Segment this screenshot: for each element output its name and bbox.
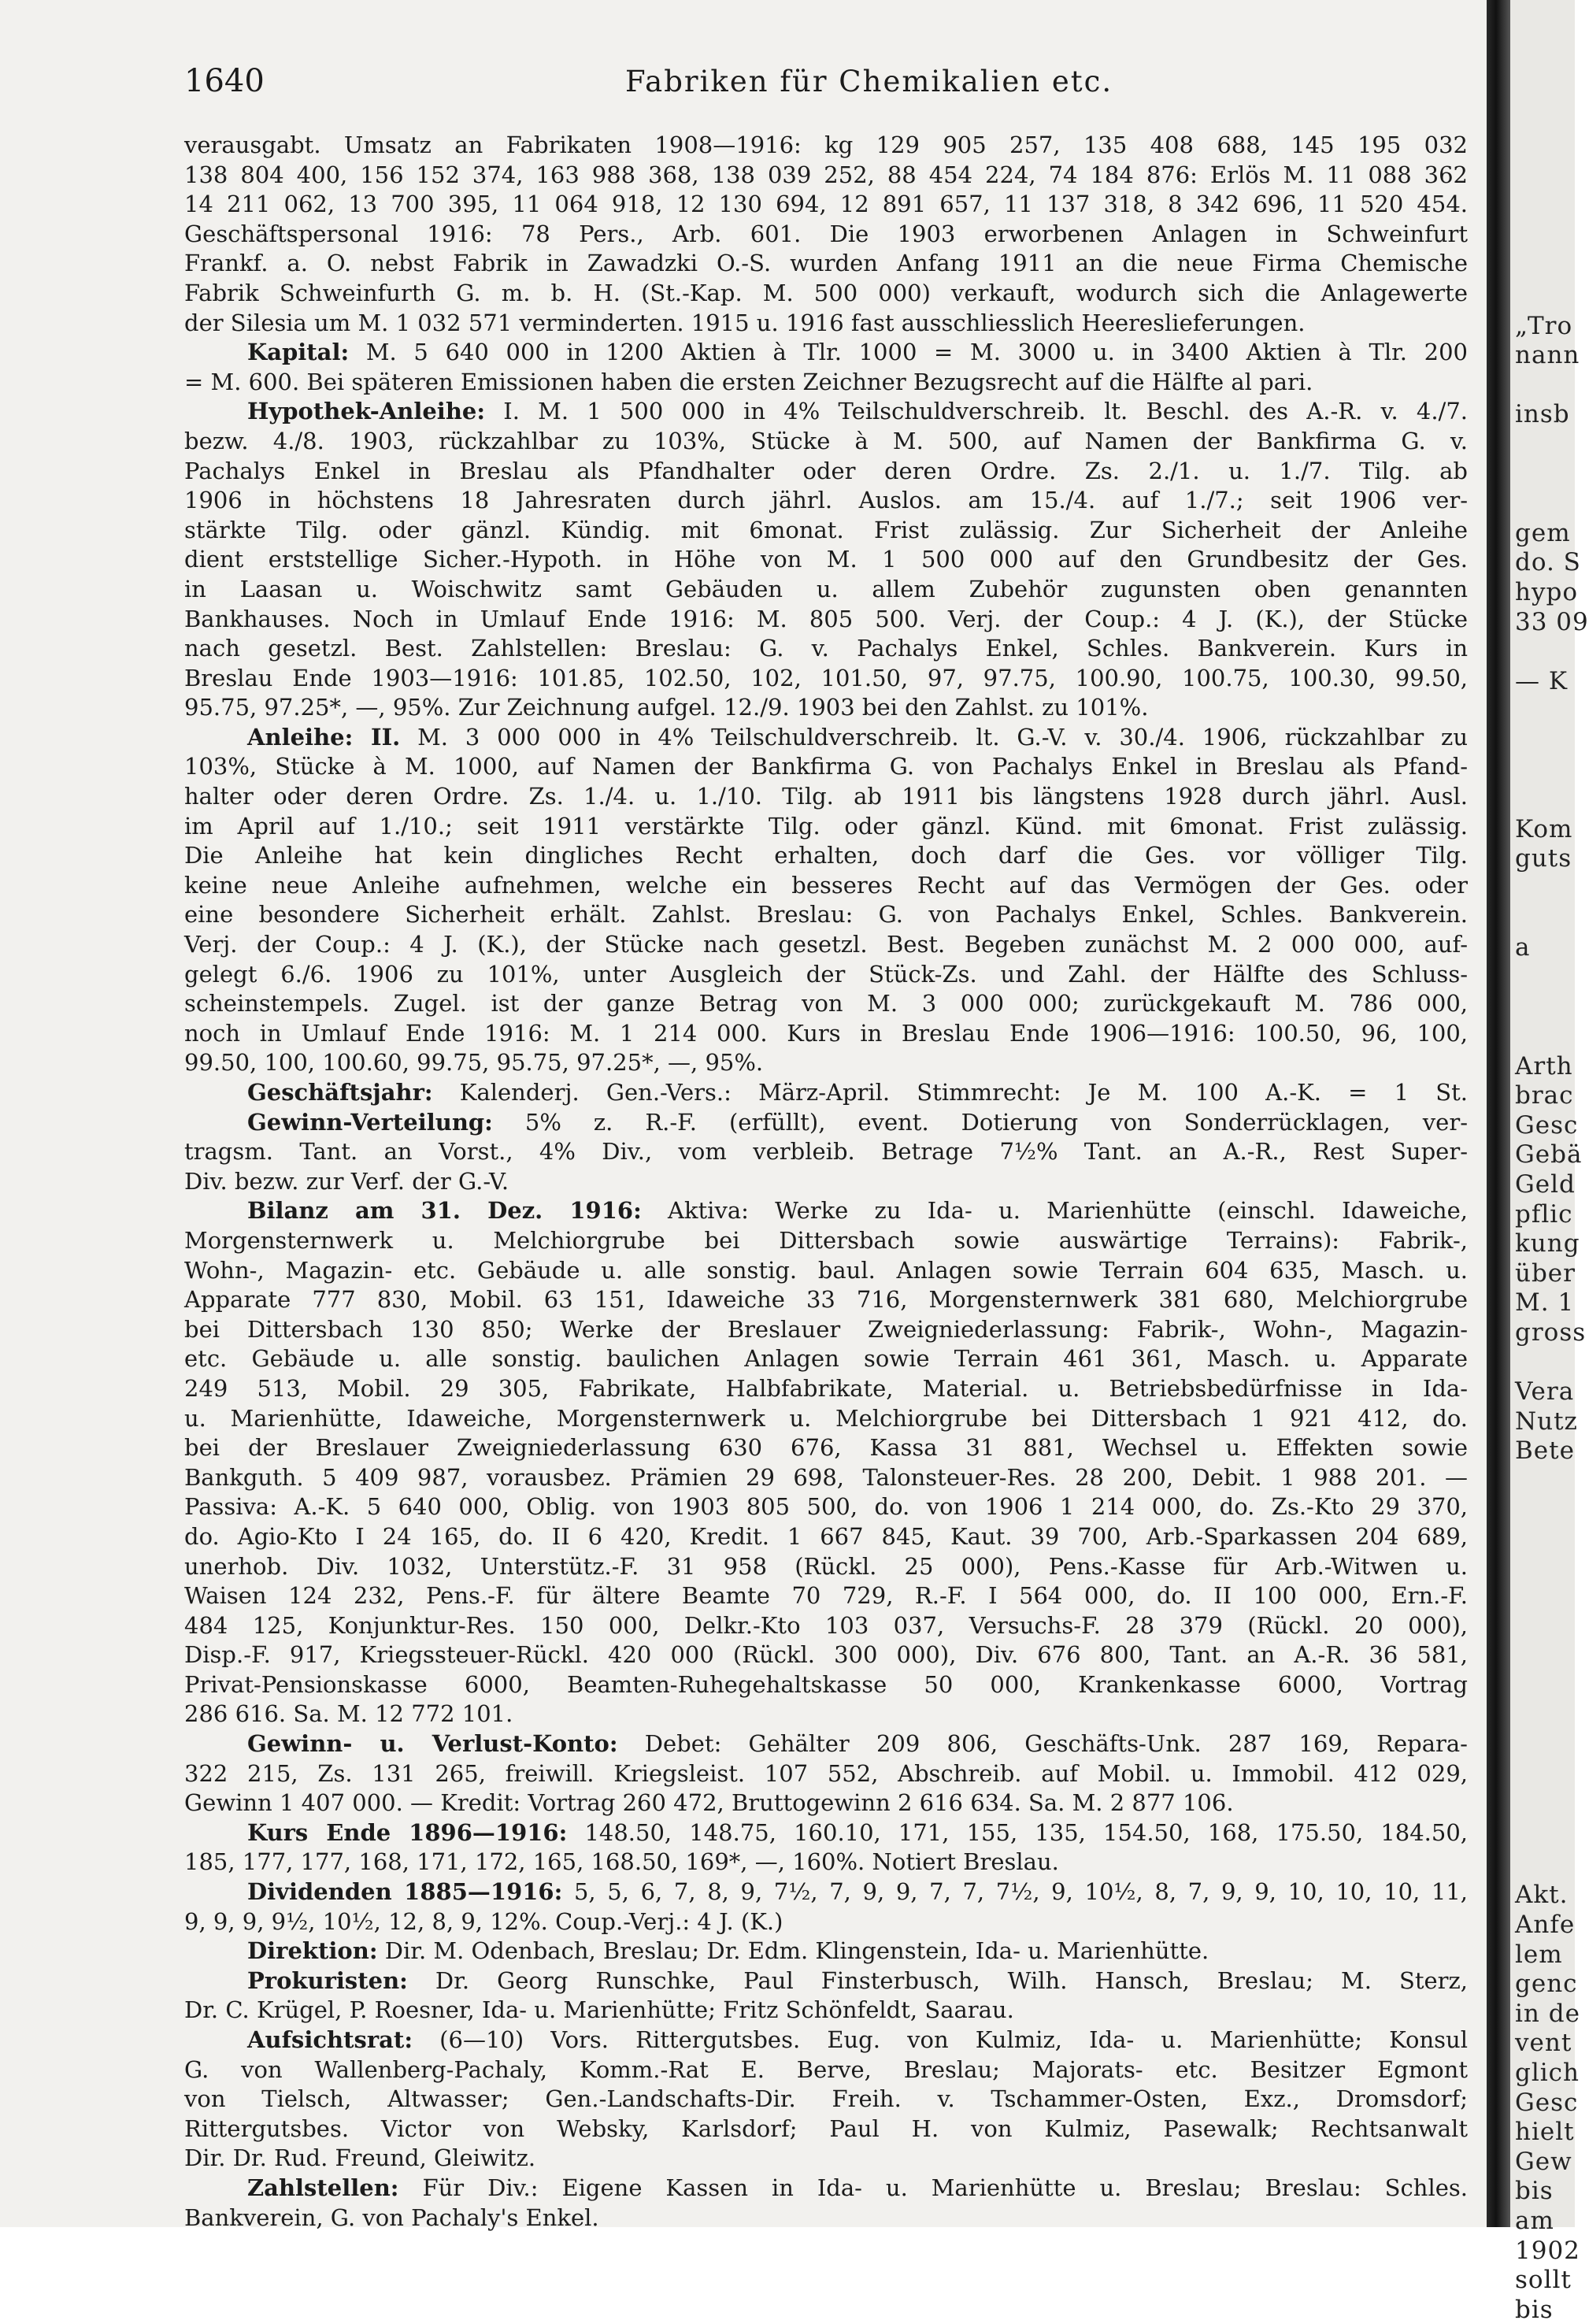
neighbor-text-fragment: Gebä bbox=[1515, 1140, 1583, 1169]
text-line bbox=[184, 752, 1468, 782]
line-text: verausgabt. Umsatz an Fabrikaten 1908—1916: kg 129 905 257, 135 408 688, 145 195 032 bbox=[184, 132, 1468, 158]
line-text: Wohn-, Magazin- etc. Gebäude u. alle sonstig. baul. Anlagen sowie Terrain 604 635, Masch. u. bbox=[184, 1256, 1468, 1284]
line-text: nach gesetzl. Best. Zahlstellen: Breslau: G. v. Pachalys Enkel, Schles. Bankverein. Kurs in bbox=[184, 635, 1468, 662]
section-keyword: Hypothek-Anleihe: bbox=[247, 398, 486, 425]
neighbor-text-fragment: vent bbox=[1515, 2029, 1572, 2058]
line-text: bezw. 4./8. 1903, rückzahlbar zu 103%, Stücke à M. 500, auf Namen der Bankfirma G. v. bbox=[184, 427, 1468, 454]
neighbor-text-fragment: — K bbox=[1515, 666, 1569, 695]
line-text: 9, 9, 9, 9½, 10½, 12, 8, 9, 12%. Coup.-Verj.: 4 J. (K.) bbox=[184, 1907, 783, 1935]
neighbor-text-fragment: Gew bbox=[1515, 2147, 1572, 2176]
text-line bbox=[184, 249, 1468, 279]
line-text: Pachalys Enkel in Breslau als Pfandhalter oder deren Ordre. Zs. 2./1. u. 1./7. Tilg. ab bbox=[184, 457, 1468, 484]
line-text: bei Dittersbach 130 850; Werke der Breslauer Zweigniederlassung: Fabrik-, Wohn-, Magazin- bbox=[184, 1315, 1468, 1343]
line-text: bei der Breslauer Zweigniederlassung 630 676, Kassa 31 881, Wechsel u. Effekten sowie bbox=[184, 1434, 1468, 1462]
section-keyword: Gewinn- u. Verlust-Konto: bbox=[247, 1730, 618, 1758]
text-line bbox=[184, 1848, 1468, 1877]
line-text: stärkte Tilg. oder gänzl. Kündig. mit 6monat. Frist zulässig. Zur Sicherheit der Anleihe bbox=[184, 516, 1468, 543]
neighbor-text-fragment: do. S bbox=[1515, 548, 1581, 577]
text-line bbox=[184, 1492, 1468, 1522]
neighbor-text-fragment: nann bbox=[1515, 341, 1580, 370]
text-line bbox=[184, 1670, 1468, 1700]
neighbor-page-edge bbox=[1510, 0, 1589, 2324]
page-number: 1640 bbox=[184, 63, 265, 99]
text-line bbox=[184, 190, 1468, 220]
text-line bbox=[184, 1285, 1468, 1315]
line-text: 484 125, Konjunktur-Res. 150 000, Delkr.-Kto 103 037, Versuchs-F. 28 379 (Rückl. 20 000), bbox=[184, 1611, 1468, 1639]
text-line bbox=[184, 1996, 1468, 2026]
text-line bbox=[184, 131, 1468, 161]
neighbor-text-fragment: guts bbox=[1515, 844, 1572, 873]
text-line bbox=[184, 1611, 1468, 1641]
line-text: noch in Umlauf Ende 1916: M. 1 214 000. Kurs in Breslau Ende 1906—1916: 100.50, 96, 100, bbox=[184, 1019, 1468, 1047]
section-keyword: Prokuristen: bbox=[247, 1966, 408, 1994]
neighbor-text-fragment: gross bbox=[1515, 1318, 1587, 1347]
text-line bbox=[184, 1759, 1468, 1789]
text-line bbox=[184, 634, 1468, 664]
neighbor-text-fragment: bis bbox=[1515, 2295, 1554, 2324]
text-line bbox=[184, 1137, 1468, 1167]
neighbor-text-fragment: Geld bbox=[1515, 1170, 1576, 1199]
text-line bbox=[184, 1581, 1468, 1611]
neighbor-text-fragment: sollt bbox=[1515, 2266, 1572, 2295]
neighbor-text-fragment: Vera bbox=[1515, 1377, 1575, 1407]
text-line bbox=[184, 1433, 1468, 1463]
text-line bbox=[184, 309, 1468, 339]
neighbor-text-fragment: Arth bbox=[1515, 1051, 1573, 1080]
text-line bbox=[184, 900, 1468, 930]
text-line bbox=[184, 871, 1468, 901]
text-line bbox=[184, 1966, 1468, 1996]
section-keyword: Aufsichtsrat: bbox=[247, 2026, 413, 2053]
text-line bbox=[184, 368, 1468, 398]
section-keyword: Kapital: bbox=[247, 339, 350, 366]
neighbor-text-fragment: 1902 bbox=[1515, 2236, 1580, 2265]
neighbor-text-fragment: Akt. bbox=[1515, 1881, 1569, 1910]
section-keyword: Dividenden 1885—1916: bbox=[247, 1878, 563, 1906]
text-line bbox=[184, 338, 1468, 368]
section-keyword: Zahlstellen: bbox=[247, 2174, 399, 2201]
line-text: Die Anleihe hat kein dingliches Recht erhalten, doch darf die Ges. vor völliger Tilg. bbox=[184, 842, 1468, 869]
text-line bbox=[184, 397, 1468, 427]
line-text: von Tielsch, Altwasser; Gen.-Landschafts-Dir. Freih. v. Tschammer-Osten, Exz., Dromsdorf; bbox=[184, 2085, 1468, 2113]
line-text: Passiva: A.-K. 5 640 000, Oblig. von 1903 805 500, do. von 1906 1 214 000, do. Zs.-Kto 29 370, bbox=[184, 1493, 1468, 1521]
neighbor-text-fragment: Anfe bbox=[1515, 1911, 1576, 1939]
body-text bbox=[184, 131, 1468, 2233]
text-line bbox=[184, 1877, 1468, 1907]
neighbor-text-fragment: hielt bbox=[1515, 2118, 1575, 2147]
running-title: Fabriken für Chemikalien etc. bbox=[625, 65, 1113, 98]
line-text: etc. Gebäude u. alle sonstig. baulichen Anlagen sowie Terrain 461 361, Masch. u. Apparate bbox=[184, 1345, 1468, 1373]
line-text: Rittergutsbes. Victor von Websky, Karlsdorf; Paul H. von Kulmiz, Pasewalk; Rechtsanwalt bbox=[184, 2115, 1468, 2142]
line-text: Morgensternwerk u. Melchiorgrube bei Dittersbach sowie auswärtige Terrains): Fabrik-, bbox=[184, 1226, 1468, 1254]
line-text: Dir. M. Odenbach, Breslau; Dr. Edm. Klingenstein, Ida- u. Marienhütte. bbox=[377, 1937, 1209, 1965]
text-line bbox=[184, 1374, 1468, 1404]
text-line bbox=[184, 2174, 1468, 2204]
text-line bbox=[184, 575, 1468, 605]
line-text: Aktiva: Werke zu Ida- u. Marienhütte (einschl. Idaweiche, bbox=[641, 1197, 1468, 1225]
neighbor-text-fragment: am bbox=[1515, 2207, 1554, 2235]
line-text: 1906 in höchstens 18 Jahresraten durch jährl. Auslos. am 15./4. auf 1./7.; seit 1906 ver- bbox=[184, 487, 1468, 514]
text-line bbox=[184, 1344, 1468, 1374]
text-line bbox=[184, 1078, 1468, 1108]
line-text: eine besondere Sicherheit erhält. Zahlst. Breslau: G. von Pachalys Enkel, Schles. Bankverein. bbox=[184, 901, 1468, 928]
text-line bbox=[184, 1315, 1468, 1345]
line-text: 249 513, Mobil. 29 305, Fabrikate, Halbfabrikate, Material. u. Betriebsbedürfnisse in Ida- bbox=[184, 1374, 1468, 1402]
section-keyword: Kurs Ende 1896—1916: bbox=[247, 1818, 568, 1846]
text-line bbox=[184, 161, 1468, 191]
text-line bbox=[184, 2115, 1468, 2144]
neighbor-text-fragment: insb bbox=[1515, 400, 1570, 429]
line-text: Apparate 777 830, Mobil. 63 151, Idaweiche 33 716, Morgensternwerk 381 680, Melchiorgrube bbox=[184, 1286, 1468, 1314]
text-line bbox=[184, 1522, 1468, 1552]
text-line bbox=[184, 1907, 1468, 1937]
line-text: dient erststellige Sicher.-Hypoth. in Höhe von M. 1 500 000 auf den Grundbesitz der Ges. bbox=[184, 546, 1468, 573]
neighbor-text-fragment: hypo bbox=[1515, 578, 1578, 606]
line-text: Bankverein, G. von Pachaly's Enkel. bbox=[184, 2204, 599, 2231]
text-line bbox=[184, 2144, 1468, 2174]
line-text: Für Div.: Eigene Kassen in Ida- u. Marienhütte u. Breslau; Breslau: Schles. bbox=[398, 2174, 1468, 2201]
line-text: I. M. 1 500 000 in 4% Teilschuldverschreib. lt. Beschl. des A.-R. v. 4./7. bbox=[485, 398, 1468, 425]
neighbor-text-fragment: „Tro bbox=[1515, 311, 1573, 340]
line-text: 322 215, Zs. 131 265, freiwill. Kriegsleist. 107 552, Abschreib. auf Mobil. u. Immobil. 412 029, bbox=[184, 1759, 1468, 1787]
neighbor-text-fragment: in de bbox=[1515, 1999, 1580, 2028]
text-line bbox=[184, 2026, 1468, 2055]
neighbor-text-fragment: glich bbox=[1515, 2059, 1580, 2087]
line-text: in Laasan u. Woischwitz samt Gebäuden u. allem Zubehör zugunsten oben genannten bbox=[184, 575, 1468, 602]
line-text: 138 804 400, 156 152 374, 163 988 368, 138 039 252, 88 454 224, 74 184 876: Erlös M. 11 088 362 bbox=[184, 161, 1468, 188]
text-line bbox=[184, 1048, 1468, 1078]
section-keyword: Bilanz am 31. Dez. 1916: bbox=[247, 1197, 642, 1225]
neighbor-text-fragment: Gesc bbox=[1515, 1110, 1579, 1140]
line-text: 148.50, 148.75, 160.10, 171, 155, 135, 154.50, 168, 175.50, 184.50, bbox=[567, 1818, 1469, 1846]
text-line bbox=[184, 1196, 1468, 1226]
line-text: Bankguth. 5 409 987, vorausbez. Prämien 29 698, Talonsteuer-Res. 28 200, Debit. 1 988 201. — bbox=[184, 1463, 1468, 1491]
neighbor-text-fragment: Bete bbox=[1515, 1436, 1575, 1466]
line-text: Bankhauses. Noch in Umlauf Ende 1916: M. 805 500. Verj. der Coup.: 4 J. (K.), der Stücke bbox=[184, 605, 1468, 632]
line-text: u. Marienhütte, Idaweiche, Morgensternwerk u. Melchiorgrube bei Dittersbach 1 921 412, do. bbox=[184, 1404, 1468, 1432]
text-line bbox=[184, 1788, 1468, 1818]
neighbor-text-fragment: pflic bbox=[1515, 1199, 1573, 1229]
text-line bbox=[184, 2055, 1468, 2085]
line-text: 286 616. Sa. M. 12 772 101. bbox=[184, 1700, 513, 1728]
text-line bbox=[184, 1404, 1468, 1434]
text-line bbox=[184, 1552, 1468, 1582]
text-line bbox=[184, 279, 1468, 309]
line-text: Debet: Gehälter 209 806, Geschäfts-Unk. 287 169, Repara- bbox=[617, 1730, 1468, 1758]
line-text: halter oder deren Ordre. Zs. 1./4. u. 1./10. Tilg. ab 1911 bis längstens 1928 durch jährl. Ausl. bbox=[184, 783, 1468, 810]
text-line bbox=[184, 1167, 1468, 1197]
line-text: 95.75, 97.25*, —, 95%. Zur Zeichnung aufgel. 12./9. 1903 bei den Zahlst. zu 101%. bbox=[184, 694, 1149, 721]
neighbor-text-fragment: M. 1 bbox=[1515, 1288, 1575, 1318]
line-text: unerhob. Div. 1032, Unterstütz.-F. 31 958 (Rückl. 25 000), Pens.-Kasse für Arb.-Witwen u. bbox=[184, 1552, 1468, 1580]
line-text: 185, 177, 177, 168, 171, 172, 165, 168.50, 169*, —, 160%. Notiert Breslau. bbox=[184, 1848, 1059, 1876]
neighbor-text-fragment: kung bbox=[1515, 1229, 1580, 1258]
text-line bbox=[184, 220, 1468, 250]
text-line bbox=[184, 1818, 1468, 1848]
line-text: Frankf. a. O. nebst Fabrik in Zawadzki O.-S. wurden Anfang 1911 an die neue Firma Chemische bbox=[184, 250, 1468, 277]
text-line bbox=[184, 1108, 1468, 1138]
text-line bbox=[184, 427, 1468, 457]
text-line bbox=[184, 605, 1468, 635]
line-text: 14 211 062, 13 700 395, 11 064 918, 12 130 694, 12 891 657, 11 137 318, 8 342 696, 11 520 454. bbox=[184, 191, 1468, 218]
line-text: Privat-Pensionskasse 6000, Beamten-Ruhegehaltskasse 50 000, Krankenkasse 6000, Vortrag bbox=[184, 1670, 1468, 1698]
line-text: 103%, Stücke à M. 1000, auf Namen der Bankfirma G. von Pachalys Enkel in Breslau als Pfand- bbox=[184, 753, 1468, 780]
line-text: scheinstempels. Zugel. ist der ganze Betrag von M. 3 000 000; zurückgekauft M. 786 000, bbox=[184, 990, 1468, 1017]
neighbor-text-fragment: lem bbox=[1515, 1940, 1563, 1969]
line-text: gelegt 6./6. 1906 zu 101%, unter Ausgleich der Stück-Zs. und Zahl. der Hälfte des Schluss- bbox=[184, 960, 1468, 988]
text-line bbox=[184, 2204, 1468, 2233]
page-gutter bbox=[1487, 0, 1510, 2227]
neighbor-text-fragment: über bbox=[1515, 1258, 1576, 1288]
line-text: 5% z. R.-F. (erfüllt), event. Dotierung von Sonderrücklagen, ver- bbox=[492, 1108, 1468, 1136]
line-text: Disp.-F. 917, Kriegssteuer-Rückl. 420 000 (Rückl. 300 000), Div. 676 800, Tant. an A.-R. 36 581, bbox=[184, 1641, 1468, 1669]
section-keyword: Gewinn-Verteilung: bbox=[247, 1108, 493, 1136]
neighbor-text-fragment: brac bbox=[1515, 1081, 1574, 1110]
neighbor-text-fragment: gem bbox=[1515, 518, 1571, 547]
line-text: 5, 5, 6, 7, 8, 9, 7½, 7, 9, 9, 7, 7, 7½, 9, 10½, 8, 7, 9, 9, 10, 10, 10, 11, bbox=[562, 1878, 1468, 1906]
text-line bbox=[184, 486, 1468, 516]
line-text: Waisen 124 232, Pens.-F. für ältere Beamte 70 729, R.-F. I 564 000, do. II 100 000, Ern.-F. bbox=[184, 1582, 1468, 1610]
line-text: Geschäftspersonal 1916: 78 Pers., Arb. 601. Die 1903 erworbenen Anlagen in Schweinfurt bbox=[184, 220, 1468, 247]
line-text: M. 5 640 000 in 1200 Aktien à Tlr. 1000 = M. 3000 u. in 3400 Aktien à Tlr. 200 bbox=[349, 339, 1468, 366]
line-text: (6—10) Vors. Rittergutsbes. Eug. von Kulmiz, Ida- u. Marienhütte; Konsul bbox=[413, 2026, 1468, 2053]
text-line bbox=[184, 1937, 1468, 1966]
section-keyword: Direktion: bbox=[247, 1937, 378, 1965]
text-line bbox=[184, 1640, 1468, 1670]
neighbor-text-fragment: 33 09 bbox=[1515, 607, 1589, 636]
text-line bbox=[184, 930, 1468, 960]
line-text: Fabrik Schweinfurth G. m. b. H. (St.-Kap. M. 500 000) verkauft, wodurch sich die Anlagewerte bbox=[184, 279, 1468, 306]
text-line bbox=[184, 1256, 1468, 1286]
text-line bbox=[184, 516, 1468, 546]
neighbor-text-fragment: a bbox=[1515, 933, 1531, 962]
line-text: Dr. Georg Runschke, Paul Finsterbusch, Wilh. Hansch, Breslau; M. Sterz, bbox=[407, 1966, 1468, 1994]
line-text: Breslau Ende 1903—1916: 101.85, 102.50, 102, 101.50, 97, 97.75, 100.90, 100.75, 100.30, 99.50, bbox=[184, 664, 1468, 691]
line-text: do. Agio-Kto I 24 165, do. II 6 420, Kredit. 1 667 845, Kaut. 39 700, Arb.-Sparkassen 204 689, bbox=[184, 1522, 1468, 1550]
line-text: Dir. Dr. Rud. Freund, Gleiwitz. bbox=[184, 2144, 536, 2172]
line-text: im April auf 1./10.; seit 1911 verstärkte Tilg. oder gänzl. Künd. mit 6monat. Frist zulässig. bbox=[184, 812, 1468, 840]
text-line bbox=[184, 664, 1468, 694]
text-line bbox=[184, 841, 1468, 871]
page-header bbox=[184, 63, 1468, 102]
text-line bbox=[184, 960, 1468, 990]
line-text: Verj. der Coup.: 4 J. (K.), der Stücke nach gesetzl. Best. Begeben zunächst M. 2 000 000, auf- bbox=[184, 931, 1468, 958]
line-text: tragsm. Tant. an Vorst., 4% Div., vom verbleib. Betrage 7½% Tant. an A.-R., Rest Super- bbox=[184, 1138, 1468, 1166]
line-text: 99.50, 100, 100.60, 99.75, 95.75, 97.25*, —, 95%. bbox=[184, 1049, 764, 1077]
section-keyword: Anleihe: II. bbox=[247, 723, 401, 751]
text-line bbox=[184, 723, 1468, 753]
line-text: Gewinn 1 407 000. — Kredit: Vortrag 260 472, Bruttogewinn 2 616 634. Sa. M. 2 877 106. bbox=[184, 1789, 1234, 1817]
line-text: Dr. C. Krügel, P. Roesner, Ida- u. Marienhütte; Fritz Schönfeldt, Saarau. bbox=[184, 1996, 1014, 2024]
text-line bbox=[184, 1699, 1468, 1729]
neighbor-text-fragment: Gesc bbox=[1515, 2088, 1579, 2117]
text-line bbox=[184, 545, 1468, 575]
line-text: G. von Wallenberg-Pachaly, Komm.-Rat E. Berve, Breslau; Majorats- etc. Besitzer Egmont bbox=[184, 2055, 1468, 2083]
text-line bbox=[184, 457, 1468, 487]
text-line bbox=[184, 782, 1468, 812]
line-text: der Silesia um M. 1 032 571 verminderten. 1915 u. 1916 fast ausschliesslich Heereslieferungen. bbox=[184, 309, 1306, 336]
text-line bbox=[184, 1226, 1468, 1256]
line-text: Kalenderj. Gen.-Vers.: März-April. Stimmrecht: Je M. 100 A.-K. = 1 St. bbox=[432, 1079, 1468, 1106]
line-text: = M. 600. Bei späteren Emissionen haben die ersten Zeichner Bezugsrecht auf die Hälfte al pari. bbox=[184, 368, 1313, 395]
text-line bbox=[184, 1463, 1468, 1493]
line-text: M. 3 000 000 in 4% Teilschuldverschreib. lt. G.-V. v. 30./4. 1906, rückzahlbar zu bbox=[400, 723, 1469, 751]
text-line bbox=[184, 1729, 1468, 1759]
neighbor-text-fragment: genc bbox=[1515, 1970, 1578, 1999]
neighbor-text-fragment: Nutz bbox=[1515, 1407, 1578, 1436]
text-line bbox=[184, 2085, 1468, 2115]
line-text: keine neue Anleihe aufnehmen, welche ein besseres Recht auf das Vermögen der Ges. oder bbox=[184, 871, 1468, 899]
neighbor-text-fragment: bis bbox=[1515, 2177, 1554, 2206]
text-line bbox=[184, 1019, 1468, 1049]
text-line bbox=[184, 989, 1468, 1019]
section-keyword: Geschäftsjahr: bbox=[247, 1079, 433, 1106]
text-line bbox=[184, 812, 1468, 842]
line-text: Div. bezw. zur Verf. der G.-V. bbox=[184, 1167, 509, 1195]
neighbor-text-fragment: Kom bbox=[1515, 814, 1573, 843]
text-line bbox=[184, 693, 1468, 723]
